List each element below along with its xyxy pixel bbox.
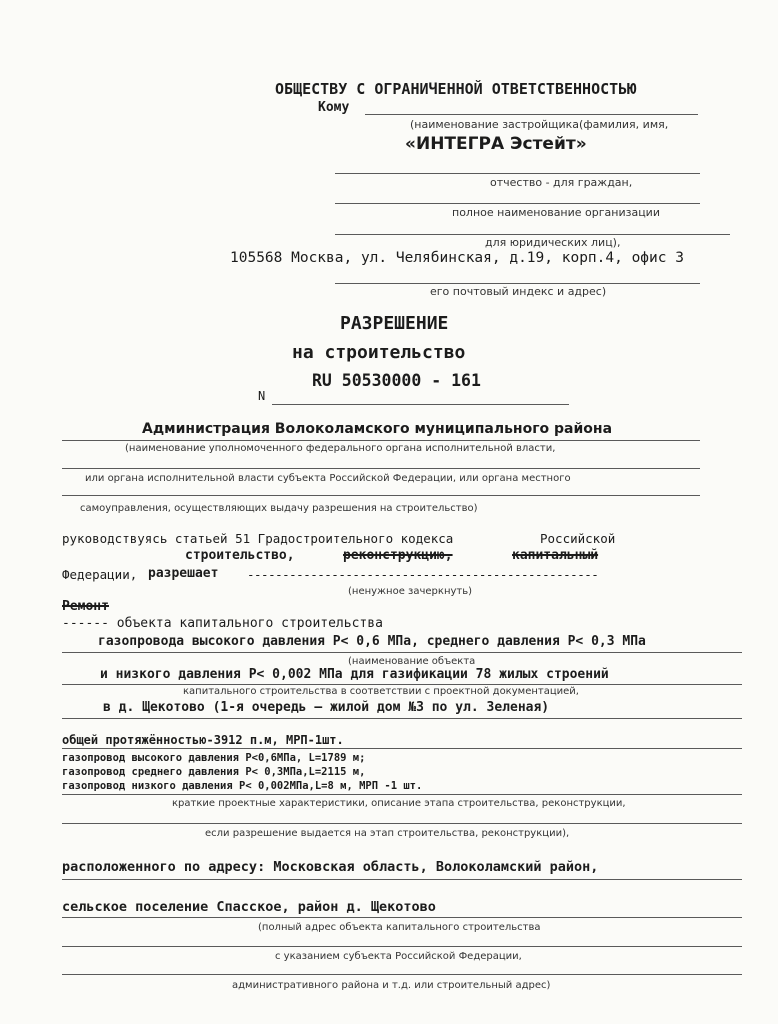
to-label: Кому bbox=[318, 100, 350, 115]
object-line-2: и низкого давления P< 0,002 МПа для газификации 78 жилых строений bbox=[100, 667, 609, 682]
number-label: N bbox=[258, 389, 266, 403]
capital-word: капитальный bbox=[512, 548, 599, 563]
company-name: «ИНТЕГРА Эстейт» bbox=[405, 134, 587, 154]
location-hint-3: административного района и т.д. или строительный адрес) bbox=[232, 980, 551, 991]
allows-word: разрешает bbox=[148, 566, 219, 581]
location-hint-2: с указанием субъекта Российской Федерации, bbox=[275, 951, 522, 962]
hint-name: (наименование застройщика(фамилия, имя, bbox=[410, 118, 669, 131]
object-hint-2: капитального строительства в соответствии с проектной документацией, bbox=[183, 686, 579, 697]
low-pressure-line: газопровод низкого давления P< 0,002МПа,L=8 м, МРП -1 шт. bbox=[62, 780, 423, 792]
permit-number: RU 50530000 - 161 bbox=[312, 371, 481, 390]
authority-line-3 bbox=[62, 495, 700, 496]
patronymic-line bbox=[335, 203, 700, 204]
characteristics-hint-1: краткие проектные характеристики, описание этапа строительства, реконструкции, bbox=[172, 798, 626, 809]
hint-patronymic: отчество - для граждан, bbox=[490, 176, 633, 189]
characteristics-underline bbox=[62, 794, 742, 795]
hint-strike: (ненужное зачеркнуть) bbox=[348, 586, 473, 597]
applicant-address: 105568 Москва, ул. Челябинская, д.19, корп.4, офис 3 bbox=[230, 250, 684, 266]
characteristics-underline-2 bbox=[62, 823, 742, 824]
document-title: РАЗРЕШЕНИЕ bbox=[340, 313, 449, 334]
guided-text: руководствуясь статьей 51 Градостроительного кодекса bbox=[62, 531, 454, 546]
object-line-1: газопровода высокого давления P< 0,6 МПа, среднего давления P< 0,3 МПа bbox=[98, 634, 646, 649]
to-line bbox=[365, 114, 698, 115]
location-line-2: сельское поселение Спасское, район д. Щекотово bbox=[62, 899, 436, 915]
reconstruction-word: реконструкцию, bbox=[343, 548, 453, 563]
dash-fill: -------------------------------------------------- bbox=[247, 567, 599, 582]
repair-word: Ремонт bbox=[62, 599, 109, 614]
authority-hint-2: или органа исполнительной власти субъекта Российской Федерации, или органа местного bbox=[85, 473, 571, 484]
address-line bbox=[335, 283, 700, 284]
high-pressure-line: газопровод высокого давления P<0,6МПа, L=1789 м; bbox=[62, 752, 366, 764]
location-hint-1: (полный адрес объекта капитального строительства bbox=[258, 922, 541, 933]
authority-hint-3: самоуправления, осуществляющих выдачу разрешения на строительство) bbox=[80, 503, 478, 514]
location-underline-4 bbox=[62, 974, 742, 975]
medium-pressure-line: газопровод среднего давления P< 0,3МПа,L=2115 м, bbox=[62, 766, 366, 778]
company-line bbox=[335, 173, 700, 174]
location-underline-3 bbox=[62, 946, 742, 947]
location-line-1: расположенного по адресу: Московская область, Волоколамский район, bbox=[62, 859, 599, 875]
number-line bbox=[272, 404, 569, 405]
object-hint-1: (наименование объекта bbox=[348, 656, 476, 667]
length-underline bbox=[62, 748, 742, 749]
fullname-line bbox=[335, 234, 730, 235]
characteristics-hint-2: если разрешение выдается на этап строительства, реконструкции), bbox=[205, 828, 570, 839]
authority-line-2 bbox=[62, 468, 700, 469]
hint-legal: для юридических лиц), bbox=[485, 236, 621, 249]
authority-line bbox=[62, 440, 700, 441]
object-underline-2 bbox=[62, 684, 742, 685]
location-underline-2 bbox=[62, 917, 742, 918]
hint-postal: его почтовый индекс и адрес) bbox=[430, 285, 607, 298]
object-underline-3 bbox=[62, 718, 742, 719]
org-type: ОБЩЕСТВУ С ОГРАНИЧЕННОЙ ОТВЕТСТВЕННОСТЬЮ bbox=[275, 80, 637, 98]
object-underline-1 bbox=[62, 652, 742, 653]
russian-word: Российской bbox=[540, 531, 616, 546]
federation-word: Федерации, bbox=[62, 567, 138, 582]
authority-hint-1: (наименование уполномоченного федерального органа исполнительной власти, bbox=[125, 443, 556, 454]
location-underline-1 bbox=[62, 879, 742, 880]
object-length: общей протяжённостью-3912 п.м, МРП-1шт. bbox=[62, 733, 344, 747]
hint-fullname: полное наименование организации bbox=[452, 206, 660, 219]
construction-word: строительство, bbox=[185, 548, 295, 563]
object-label: ------ объекта капитального строительства bbox=[62, 616, 383, 631]
document-subtitle: на строительство bbox=[292, 342, 466, 363]
authority-name: Администрация Волоколамского муниципального района bbox=[142, 421, 613, 437]
object-line-3: в д. Щекотово (1-я очередь – жилой дом №3 по ул. Зеленая) bbox=[103, 700, 550, 715]
